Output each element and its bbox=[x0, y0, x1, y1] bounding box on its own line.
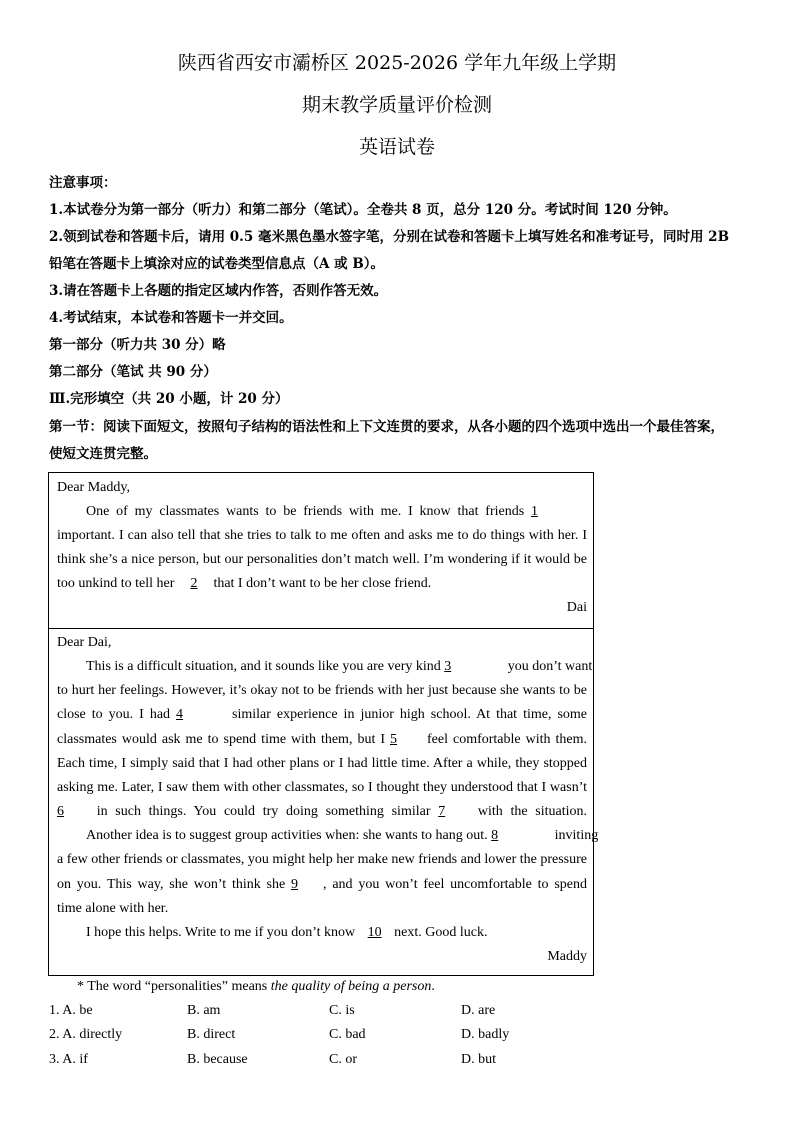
blank-1: 1 bbox=[531, 504, 538, 519]
letter1-greeting: Dear Maddy, bbox=[57, 480, 130, 495]
letter1-line: important. I can also tell that she tries to talk to me often and asks me to do things with her. I bbox=[57, 528, 587, 543]
note-3: 3.请在答题卡上各题的指定区域内作答，否则作答无效。 bbox=[49, 283, 388, 299]
letter-divider bbox=[49, 628, 593, 629]
question-1-option-a: 1. A. be bbox=[49, 1003, 93, 1018]
letter2-line: close to you. I had 4 similar experience in junior high school. At that time, some bbox=[57, 707, 587, 722]
question-1-option-b: B. am bbox=[187, 1003, 221, 1018]
letter2-greeting: Dear Dai, bbox=[57, 635, 112, 650]
question-3-option-b: B. because bbox=[187, 1052, 248, 1067]
letter2-line: Each time, I simply said that I had other plans or I had little time. After a while, they stopped bbox=[57, 756, 587, 771]
blank-8: 8 bbox=[491, 828, 499, 843]
blank-9: 9 bbox=[291, 877, 299, 892]
question-2-option-d: D. badly bbox=[461, 1027, 510, 1042]
question-2-option-b: B. direct bbox=[187, 1027, 236, 1042]
blank-2: 2 bbox=[190, 576, 198, 591]
blank-6: 6 bbox=[57, 804, 64, 819]
exam-title: 陕西省西安市灞桥区 2025-2026 学年九年级上学期 bbox=[177, 52, 617, 74]
letter1-line: One of my classmates wants to be friends with me. I know that friends 1 bbox=[86, 503, 587, 521]
section-3-label: Ⅲ.完形填空（共 20 小题，计 20 分） bbox=[49, 391, 289, 407]
letter2-line: 6 in such things. You could try doing something similar 7 with the situation. bbox=[57, 804, 587, 819]
note-4: 4.考试结束，本试卷和答题卡一并交回。 bbox=[49, 310, 293, 326]
question-2-option-c: C. bad bbox=[329, 1027, 366, 1042]
letter2-line: classmates would ask me to spend time with them, but I 5 feel comfortable with them. bbox=[57, 732, 587, 747]
blank-4: 4 bbox=[176, 707, 184, 722]
part-2-label: 第二部分（笔试 共 90 分） bbox=[49, 364, 217, 380]
letter2-line: time alone with her. bbox=[57, 901, 169, 916]
letter2-line: Another idea is to suggest group activities when: she wants to hang out. 8 inviting bbox=[86, 828, 599, 843]
letter2-line: on you. This way, she won’t think she 9 , and you won’t feel uncomfortable to spend bbox=[57, 877, 587, 892]
letter2-line: This is a difficult situation, and it sounds like you are very kind 3 you don’t want bbox=[86, 659, 593, 674]
letter2-line: asking me. Later, I saw them with other classmates, so I thought they understood that I wasn’t bbox=[57, 780, 587, 795]
letter2-line: to hurt her feelings. However, it’s okay not to be friends with her just because she wants to be bbox=[57, 683, 587, 698]
blank-3: 3 bbox=[444, 659, 452, 674]
part-1-label: 第一部分（听力共 30 分）略 bbox=[49, 337, 226, 353]
question-3-option-c: C. or bbox=[329, 1052, 357, 1067]
blank-7: 7 bbox=[438, 804, 446, 819]
note-2a: 2.领到试卷和答题卡后，请用 0.5 毫米黑色墨水签字笔，分别在试卷和答题卡上填写姓名和准考证号，同时用 2B bbox=[49, 229, 729, 245]
footnote: * The word “personalities” means the quality of being a person. bbox=[77, 979, 435, 994]
question-2-option-a: 2. A. directly bbox=[49, 1027, 123, 1042]
question-1-option-c: C. is bbox=[329, 1003, 355, 1018]
letters-box bbox=[48, 472, 599, 976]
exam-subject: 英语试卷 bbox=[358, 136, 435, 158]
letter1-line: too unkind to tell her 2 that I don’t want to be her close friend. bbox=[57, 576, 432, 591]
letter2-line: I hope this helps. Write to me if you don’t know 10 next. Good luck. bbox=[86, 925, 488, 940]
letter1-line: think she’s a nice person, but our personalities don’t match well. I’m wondering if it would be bbox=[57, 552, 587, 567]
notes-heading: 注意事项： bbox=[49, 175, 117, 191]
question-3-option-d: D. but bbox=[461, 1052, 496, 1067]
blank-10: 10 bbox=[367, 925, 382, 940]
blank-5: 5 bbox=[390, 732, 397, 747]
instruction-line-2: 使短文连贯完整。 bbox=[49, 446, 157, 462]
letter1-signature: Dai bbox=[566, 600, 587, 615]
note-2b: 铅笔在答题卡上填涂对应的试卷类型信息点（A 或 B）。 bbox=[49, 256, 385, 272]
question-1-option-d: D. are bbox=[461, 1003, 496, 1018]
exam-subtitle: 期末教学质量评价检测 bbox=[301, 94, 492, 116]
letter2-signature: Maddy bbox=[547, 949, 587, 964]
note-1: 1.本试卷分为第一部分（听力）和第二部分（笔试）。全卷共 8 页，总分 120 分。考试时间 120 分钟。 bbox=[49, 202, 677, 218]
instruction-line-1: 第一节：阅读下面短文，按照句子结构的语法性和上下文连贯的要求，从各小题的四个选项中选出一个最佳答案， bbox=[49, 419, 724, 435]
question-3-option-a: 3. A. if bbox=[49, 1052, 88, 1067]
letter2-line: a few other friends or classmates, you might help her make new friends and lower the pressure bbox=[57, 852, 587, 867]
